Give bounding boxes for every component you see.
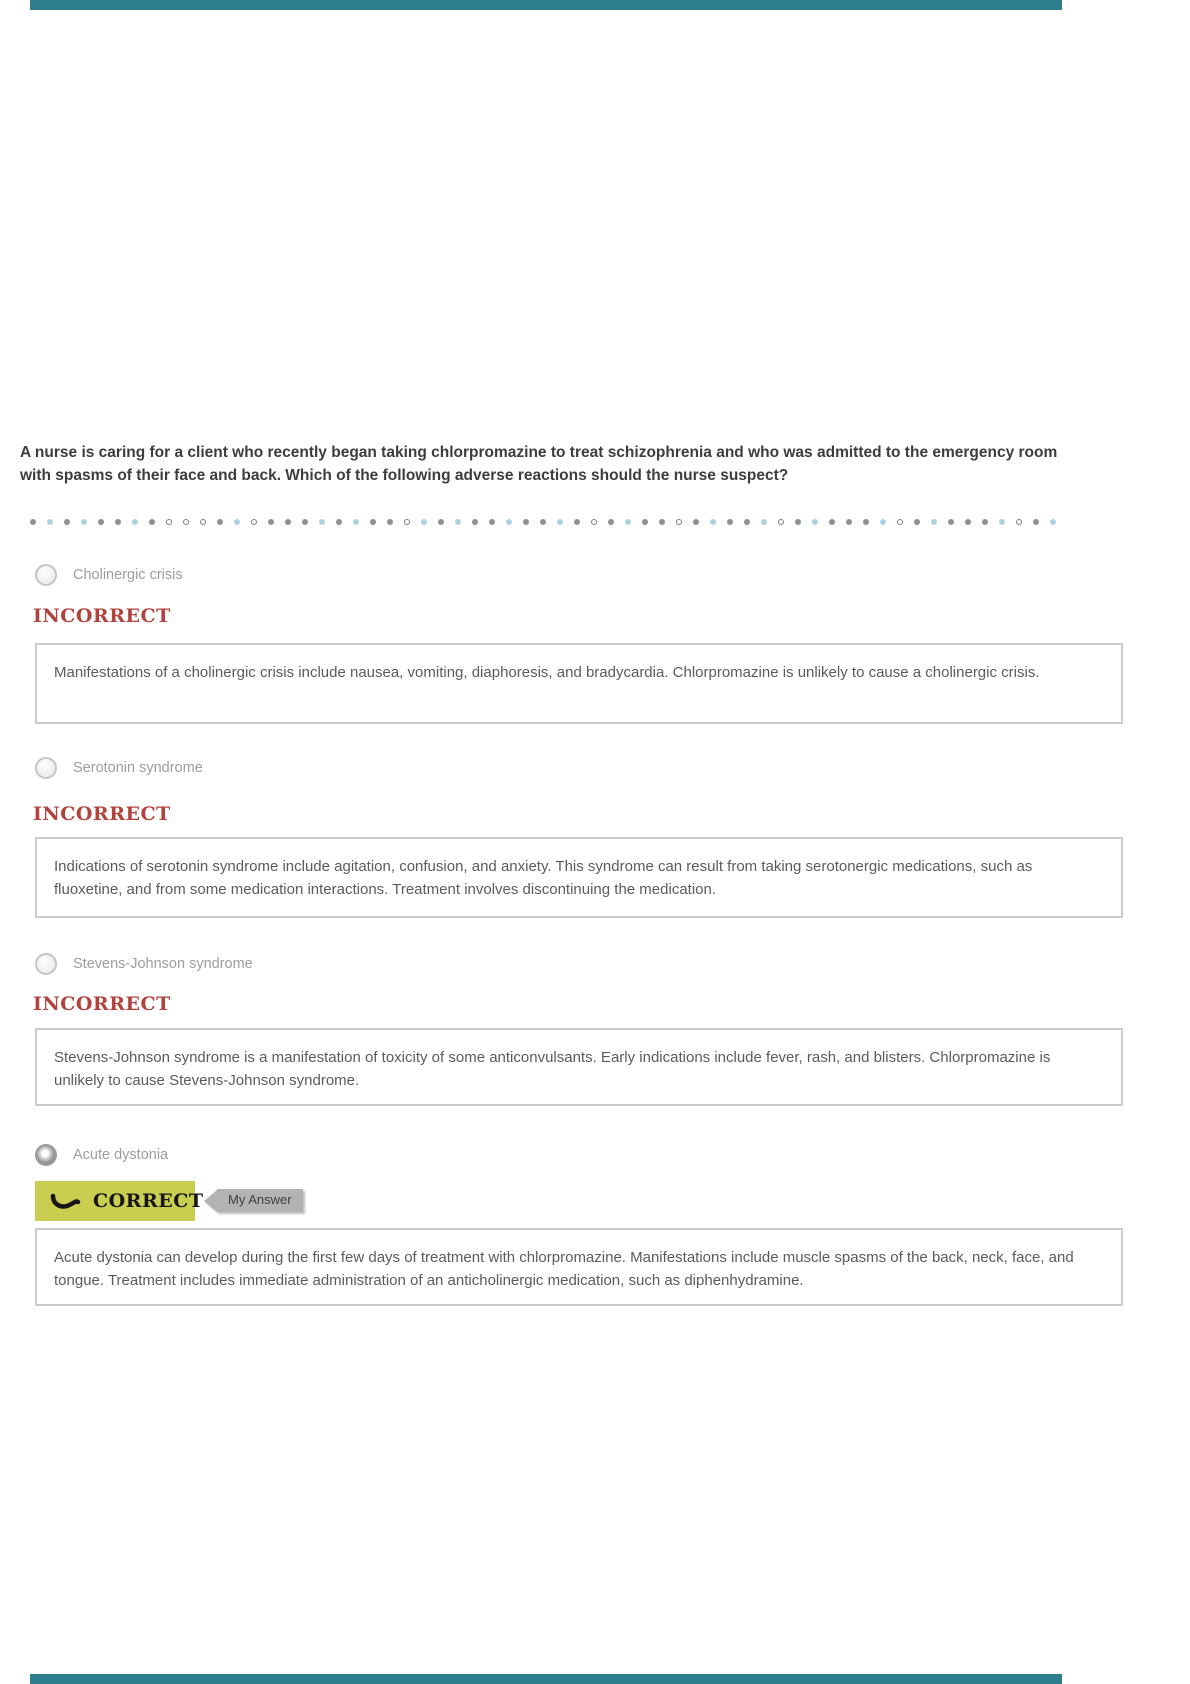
- separator-dot: [489, 519, 495, 525]
- separator-dot: [1016, 519, 1022, 525]
- separator-dot: [965, 519, 971, 525]
- separator-dot: [880, 519, 886, 525]
- separator-dot: [421, 519, 427, 525]
- separator-dot: [98, 519, 104, 525]
- separator-dot: [183, 519, 189, 525]
- separator-dot: [404, 519, 410, 525]
- separator-dot: [897, 519, 903, 525]
- radio-button[interactable]: [35, 564, 57, 586]
- option-label: Cholinergic crisis: [73, 567, 183, 583]
- separator-dot: [948, 519, 954, 525]
- separator-dot: [149, 519, 155, 525]
- answer-option-cholinergic-crisis: [35, 563, 183, 587]
- separator-dot: [336, 519, 342, 525]
- rationale-text: Manifestations of a cholinergic crisis include nausea, vomiting, diaphoresis, and bradycardia. Chlorpromazine is unlikely to cause a cholinergic crisis.: [54, 664, 1040, 681]
- answer-option-acute-dystonia: [35, 1143, 168, 1167]
- option-label: Acute dystonia: [73, 1147, 169, 1163]
- separator-dot: [132, 519, 138, 525]
- separator-dot: [761, 519, 767, 525]
- separator-dot: [234, 519, 240, 525]
- separator-dot: [1050, 519, 1056, 525]
- option-label: Serotonin syndrome: [73, 760, 203, 776]
- separator-dot: [319, 519, 325, 525]
- verdict-correct-label: CORRECT: [93, 1190, 204, 1212]
- separator-dot: [540, 519, 546, 525]
- separator-dot: [795, 519, 801, 525]
- separator-dot: [285, 519, 291, 525]
- verdict-incorrect: INCORRECT: [33, 803, 171, 825]
- separator-dot: [591, 519, 597, 525]
- separator-dot: [30, 519, 36, 525]
- verdict-correct-badge: [35, 1181, 204, 1221]
- radio-button[interactable]: [35, 953, 57, 975]
- my-answer-label: My Answer: [217, 1189, 303, 1212]
- separator-dot: [217, 519, 223, 525]
- separator-dot: [1033, 519, 1039, 525]
- separator-dot: [608, 519, 614, 525]
- rationale-box: [35, 643, 1123, 724]
- separator-dot: [353, 519, 359, 525]
- separator-dot: [523, 519, 529, 525]
- radio-button-selected[interactable]: [35, 1144, 57, 1166]
- answer-option-serotonin-syndrome: [35, 756, 203, 780]
- rationale-text: Indications of serotonin syndrome include agitation, confusion, and anxiety. This syndrome can result from taking serotonergic medications, such as fluoxetine, and from some medication interactions. Treatment involves discontinuing the medication.: [54, 858, 1033, 898]
- option-label: Stevens-Johnson syndrome: [73, 956, 253, 972]
- separator-dot: [455, 519, 461, 525]
- separator-dot: [438, 519, 444, 525]
- separator-dot: [982, 519, 988, 525]
- separator-dot: [251, 519, 257, 525]
- separator-dot: [744, 519, 750, 525]
- separator-dot: [846, 519, 852, 525]
- separator-dot: [302, 519, 308, 525]
- separator-dot: [778, 519, 784, 525]
- radio-button[interactable]: [35, 757, 57, 779]
- separator-dot: [472, 519, 478, 525]
- separator-dot: [64, 519, 70, 525]
- verdict-incorrect: INCORRECT: [33, 993, 171, 1015]
- separator-dot: [693, 519, 699, 525]
- separator-dot: [829, 519, 835, 525]
- separator-dot: [200, 519, 206, 525]
- separator-dot: [370, 519, 376, 525]
- separator-dot: [115, 519, 121, 525]
- separator-dot: [268, 519, 274, 525]
- separator-dot: [574, 519, 580, 525]
- tag-arrow-left-icon: [204, 1190, 217, 1212]
- separator-dot: [931, 519, 937, 525]
- separator-dot: [81, 519, 87, 525]
- verdict-incorrect: INCORRECT: [33, 605, 171, 627]
- separator-dot: [557, 519, 563, 525]
- separator-dot: [914, 519, 920, 525]
- swoosh-smile-icon: [49, 1191, 81, 1211]
- question-text: A nurse is caring for a client who recently began taking chlorpromazine to treat schizophrenia and who was admitted to the emergency room with spasms of their face and back. Which of the following adverse reactions should the nurse suspect?: [20, 444, 1058, 484]
- separator-dot: [812, 519, 818, 525]
- rationale-text: Stevens-Johnson syndrome is a manifestation of toxicity of some anticonvulsants. Early indications include fever, rash, and blisters. Chlorpromazine is unlikely to cause Stevens-Johnson syndrome.: [54, 1049, 1051, 1089]
- separator-dot: [659, 519, 665, 525]
- separator-dot: [166, 519, 172, 525]
- rationale-box: [35, 1228, 1123, 1306]
- answer-option-stevens-johnson-syndrome: [35, 952, 253, 976]
- separator-dot: [387, 519, 393, 525]
- bottom-accent-bar: [30, 1674, 1062, 1684]
- rationale-box: [35, 1028, 1123, 1106]
- dotted-separator: [30, 518, 1056, 526]
- separator-dot: [999, 519, 1005, 525]
- rationale-text: Acute dystonia can develop during the first few days of treatment with chlorpromazine. Manifestations include muscle spasms of the back, neck, face, and tongue. Treatment includes immediate administration of an anticholinergic medication, such as diphenhydramine.: [54, 1249, 1074, 1289]
- separator-dot: [727, 519, 733, 525]
- rationale-box: [35, 837, 1123, 918]
- my-answer-tag: [204, 1189, 303, 1212]
- separator-dot: [710, 519, 716, 525]
- separator-dot: [47, 519, 53, 525]
- separator-dot: [676, 519, 682, 525]
- top-accent-bar: [30, 0, 1062, 10]
- separator-dot: [642, 519, 648, 525]
- separator-dot: [506, 519, 512, 525]
- separator-dot: [863, 519, 869, 525]
- separator-dot: [625, 519, 631, 525]
